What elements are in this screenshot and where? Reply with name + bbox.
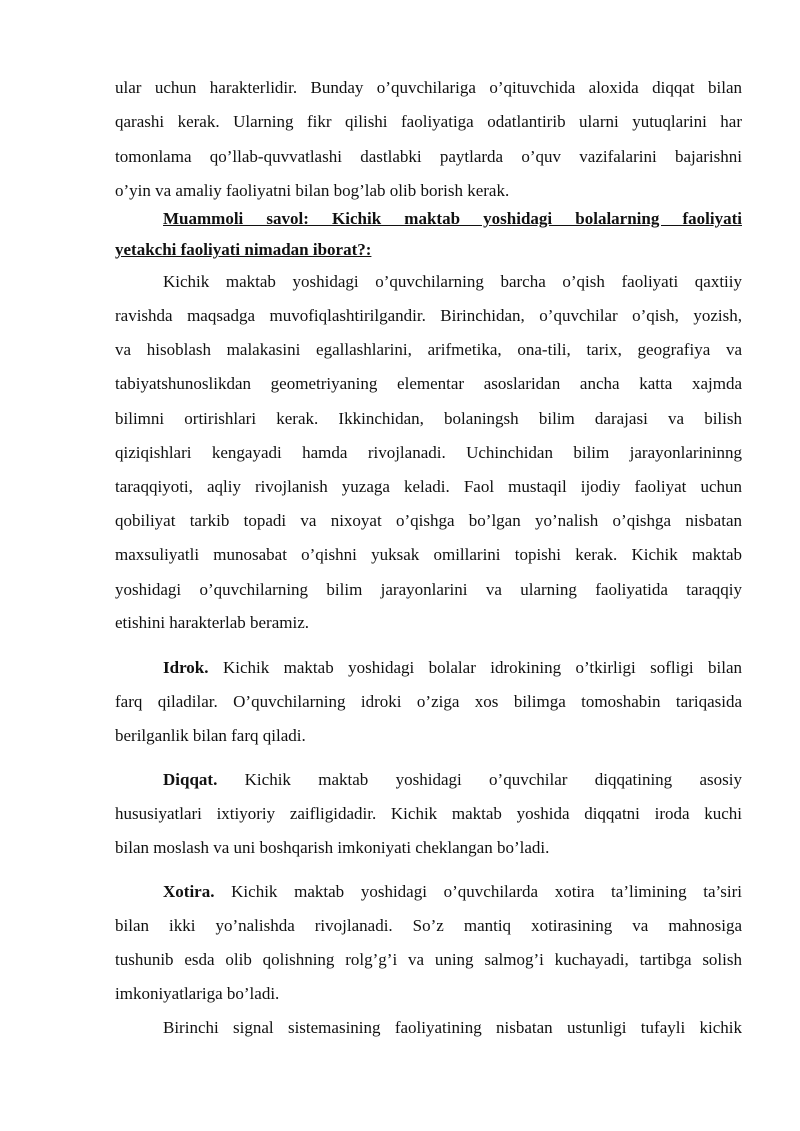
body-line: va hisoblash malakasini egallashlarini, arifmetika, ona-tili, tarix, geografiya va	[115, 340, 742, 359]
intro-line: o’yin va amaliy faoliyatni bilan bog’lab olib borish kerak.	[115, 181, 510, 200]
body-line: tabiyatshunoslikdan geometriyaning elementar asoslaridan ancha katta xajmda	[115, 374, 742, 393]
idrok-text: Kichik maktab yoshidagi bolalar idrokining o’tkirligi sofligi bilan	[208, 658, 742, 677]
body-line: Kichik maktab yoshidagi o’quvchilarning barcha o’qish faoliyati qaxtiiy	[163, 272, 742, 291]
body-line: bilan moslash va uni boshqarish imkoniyati cheklangan bo’ladi.	[115, 838, 550, 857]
body-line: bilan ikki yo’nalishda rivojlanadi. So’z mantiq xotirasining va mahnosiga	[115, 916, 742, 935]
intro-line: tomonlama qo’llab-quvvatlashi dastlabki paytlarda o’quv vazifalarini bajarishni	[115, 147, 742, 166]
diqqat-text: Kichik maktab yoshidagi o’quvchilar diqqatining asosiy	[217, 770, 742, 789]
xotira-heading: Xotira.	[163, 882, 215, 901]
body-line: tushunib esda olib qolishning rolg’g’i va uning salmog’i kuchayadi, tartibga solish	[115, 950, 742, 969]
body-line: etishini harakterlab beramiz.	[115, 613, 309, 632]
intro-line: qarashi kerak. Ularning fikr qilishi faoliyatiga odatlantirib ularni yutuqlarini har	[115, 112, 742, 131]
idrok-first-line	[163, 656, 742, 680]
question-line: Muammoli savol: Kichik maktab yoshidagi bolalarning faoliyati	[163, 209, 742, 228]
body-line: Birinchi signal sistemasining faoliyatining nisbatan ustunligi tufayli kichik	[163, 1018, 742, 1037]
diqqat-first-line	[163, 768, 742, 792]
body-line: taraqqiyoti, aqliy rivojlanish yuzaga keladi. Faol mustaqil ijodiy faoliyat uchun	[115, 477, 742, 496]
body-line: qobiliyat tarkib topadi va nixoyat o’qishga bo’lgan yo’nalish o’qishga nisbatan	[115, 511, 742, 530]
body-line: farq qiladilar. O’quvchilarning idroki o’ziga xos bilimga tomoshabin tariqasida	[115, 692, 742, 711]
diqqat-heading: Diqqat.	[163, 770, 218, 789]
body-line: imkoniyatlariga bo’ladi.	[115, 984, 280, 1003]
xotira-first-line	[163, 880, 742, 904]
question-line: yetakchi faoliyati nimadan iborat?:	[115, 240, 372, 259]
body-line: ravishda maqsadga muvofiqlashtirilgandir. Birinchidan, o’quvchilar o’qish, yozish,	[115, 306, 742, 325]
body-line: qiziqishlari kengayadi hamda rivojlanadi. Uchinchidan bilim jarayonlarininng	[115, 443, 742, 462]
body-line: yoshidagi o’quvchilarning bilim jarayonlarini va ularning faoliyatida taraqqiy	[115, 580, 742, 599]
intro-line: ular uchun harakterlidir. Bunday o’quvchilariga o’qituvchida aloxida diqqat bilan	[115, 78, 742, 97]
body-line: hususiyatlari ixtiyoriy zaifligidadir. Kichik maktab yoshida diqqatni iroda kuchi	[115, 804, 742, 823]
idrok-heading: Idrok.	[163, 658, 209, 677]
body-line: maxsuliyatli munosabat o’qishni yuksak omillarini topishi kerak. Kichik maktab	[115, 545, 742, 564]
body-line: berilganlik bilan farq qiladi.	[115, 726, 306, 745]
xotira-text: Kichik maktab yoshidagi o’quvchilarda xotira ta’limining ta’siri	[214, 882, 742, 901]
body-line: bilimni ortirishlari kerak. Ikkinchidan, bolaningsh bilim darajasi va bilish	[115, 409, 742, 428]
